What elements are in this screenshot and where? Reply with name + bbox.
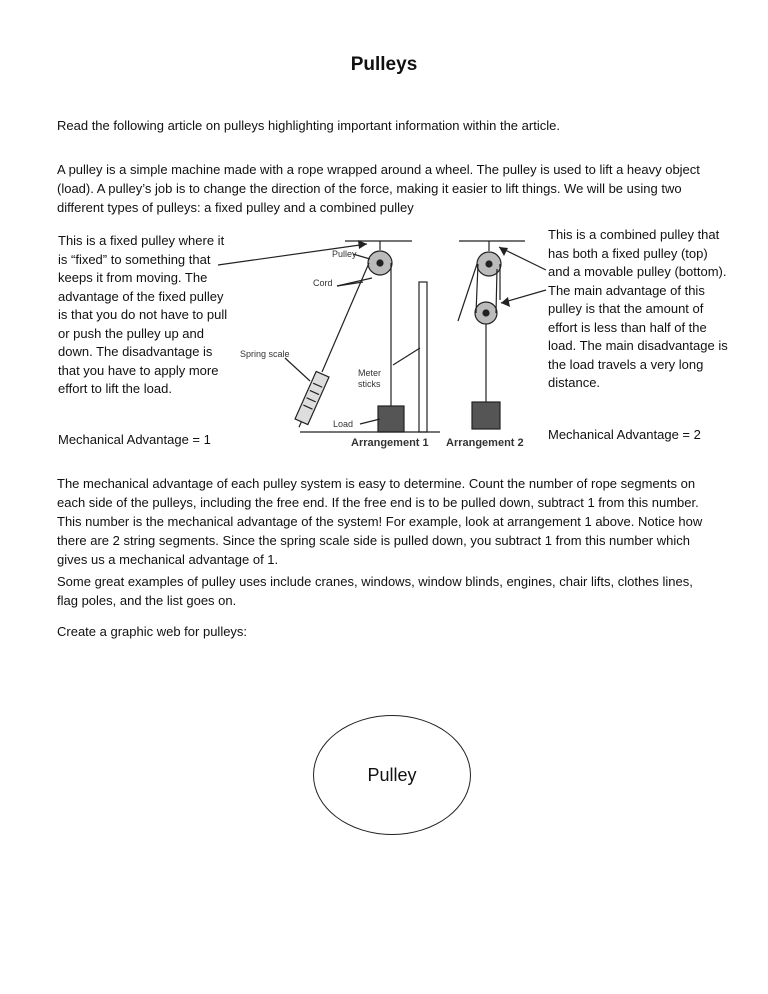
label-arrangement-1: Arrangement 1: [351, 437, 429, 449]
label-meter-sticks: Meter sticks: [358, 368, 382, 389]
combined-pulley-description: This is a combined pulley that has both a fixed pulley (top) and a movable pulley (bottom). The main advantage of this pulley is that the amount of effort is less than half of the load. The main disadvantage is the load travels a very long distance.: [548, 227, 728, 390]
mechanical-advantage-2: Mechanical Advantage = 2: [548, 427, 701, 442]
label-load: Load: [333, 419, 354, 429]
arrowhead-bottom: [501, 297, 510, 307]
graphic-web-center-oval[interactable]: [313, 715, 471, 835]
load-arrangement-2: [472, 402, 500, 429]
label-arrangement-2: Arrangement 2: [446, 437, 524, 449]
intro-text: Read the following article on pulleys highlighting important information within the article.: [57, 118, 560, 133]
graphic-web-center-label: Pulley: [367, 764, 417, 785]
meter-stick: [419, 282, 427, 432]
fixed-pulley-description: This is a fixed pulley where it is “fixed” to something that keeps it from moving. The advantage of the fixed pulley is that you do not have to pull or push the pulley up and down. The disadvantage is that you have to apply more effort to lift the load.: [58, 233, 228, 396]
examples-paragraph: Some great examples of pulley uses include cranes, windows, window blinds, engines, chair lifts, clothes lines, flag poles, and the list goes on.: [57, 574, 693, 608]
spring-scale: [293, 371, 329, 430]
arrowhead-top: [499, 247, 508, 256]
graphic-web-prompt: Create a graphic web for pulleys:: [57, 624, 248, 639]
load-arrangement-1: [378, 406, 404, 432]
label-spring-scale: Spring scale: [240, 349, 290, 359]
label-pulley: Pulley: [332, 249, 357, 259]
definition-paragraph: A pulley is a simple machine made with a rope wrapped around a wheel. The pulley is used to lift a heavy object (load). A pulley’s job is to change the direction of the force, making it easier to lift things. We will be using two different types of pulleys: a fixed pulley and a combined pulley: [57, 162, 700, 215]
mechanical-advantage-paragraph: The mechanical advantage of each pulley system is easy to determine. Count the number of rope segments on each side of the pulleys, including the free end. If the free end is to be pulled down, subtract 1 from this number. This number is the mechanical advantage of the system! For example, look at arrangement 1 above. Notice how there are 2 string segments. Since the spring scale side is pulled down, you subtract 1 from this number which gives us a mechanical advantage of 1.: [57, 476, 703, 567]
label-cord: Cord: [313, 278, 333, 288]
page-title: Pulleys: [350, 54, 418, 75]
mechanical-advantage-1: Mechanical Advantage = 1: [58, 432, 211, 447]
